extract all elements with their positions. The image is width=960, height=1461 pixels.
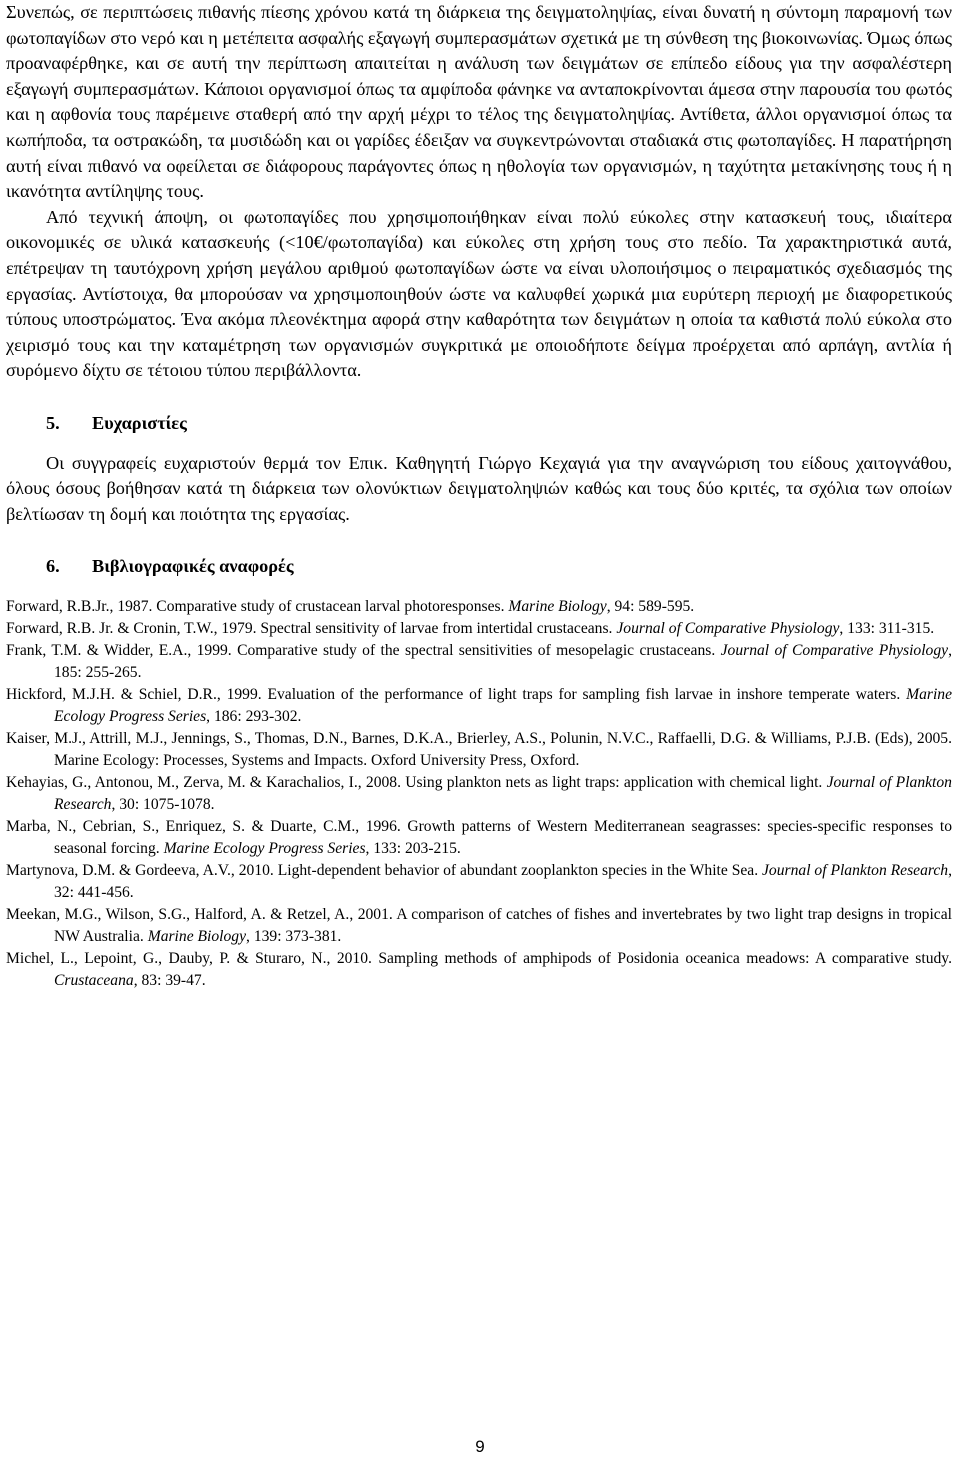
section-heading-references bbox=[6, 554, 952, 580]
page-content bbox=[6, 0, 952, 992]
paragraph-discussion-1: Συνεπώς, σε περιπτώσεις πιθανής πίεσης χρόνου κατά τη διάρκεια της δειγματοληψίας, είναι δυνατή η σύντομη παραμονή των φωτοπαγίδων στο νερό και η μετέπειτα ασφαλής εξαγωγή συμπερασμάτων σχετικά με τη σύνθεση της βιοκοινωνίας. Όμως όπως προαναφέρθηκε, και σε αυτή την περίπτωση απαιτείται η ανάλυση των δειγμάτων σε επίπεδο είδους για την ασφαλέστερη εξαγωγή συμπερασμάτων. Κάποιοι οργανισμοί όπως τα αμφίποδα φάνηκε να ανταποκρίνονται άμεσα στην παρουσία του φωτός και η αφθονία τους παρέμεινε σταθερή από την αρχή μέχρι το τέλος της δειγματοληψίας. Αντίθετα, άλλοι οργανισμοί όπως τα κωπήποδα, τα οστρακώδη, τα μυσιδώδη και οι γαρίδες έδειξαν να συγκεντρώνονται σταδιακά στις φωτοπαγίδες. Η παρατήρηση αυτή είναι πιθανό να οφείλεται σε διάφορους παράγοντες όπως η ηθολογία των οργανισμών, η ταχύτητα μετακίνησης τους ή η ικανότητα αντίληψης τους. bbox=[6, 2, 952, 202]
reference-item: Frank, T.M. & Widder, E.A., 1999. Comparative study of the spectral sensitivities of mesopelagic crustaceans. Journal of Comparative Physiology, 185: 255-265. bbox=[6, 641, 952, 681]
reference-item: Michel, L., Lepoint, G., Dauby, P. & Sturaro, N., 2010. Sampling methods of amphipods of Posidonia oceanica meadows: A comparative study. Crustaceana, 83: 39-47. bbox=[6, 949, 952, 989]
paragraph-acknowledgements: Οι συγγραφείς ευχαριστούν θερμά τον Επικ. Καθηγητή Γιώργο Κεχαγιά για την αναγνώριση του είδους χαιτογνάθου, όλους όσους βοήθησαν κατά τη διάρκεια των ολονύκτιων δειγματοληψιών καθώς και τους δύο κριτές, τα σχόλια των οποίων βελτίωσαν τη δομή και ποιότητα της εργασίας. bbox=[6, 452, 952, 524]
reference-list bbox=[6, 596, 952, 992]
reference-item: Forward, R.B. Jr. & Cronin, T.W., 1979. Spectral sensitivity of larvae from intertidal crustaceans. Journal of Comparative Physiology, 133: 311-315. bbox=[6, 619, 935, 637]
reference-item: Kehayias, G., Antonou, M., Zerva, M. & Karachalios, I., 2008. Using plankton nets as light traps: application with chemical light. Journal of Plankton Research, 30: 1075-1078. bbox=[6, 773, 952, 813]
reference-item: Kaiser, M.J., Attrill, M.J., Jennings, S., Thomas, D.N., Barnes, D.K.A., Brierley, A.S., Polunin, N.V.C., Raffaelli, D.G. & Williams, P.J.B. (Eds), 2005. Marine Ecology: Processes, Systems and Impacts. Oxford University Press, Oxford. bbox=[6, 729, 952, 769]
section-title: Βιβλιογραφικές αναφορές bbox=[92, 556, 294, 577]
paragraph-discussion-2: Από τεχνική άποψη, οι φωτοπαγίδες που χρησιμοποιήθηκαν είναι πολύ εύκολες στην κατασκευή τους, ιδιαίτερα οικονομικές σε υλικά κατασκευής (<10€/φωτοπαγίδα) και εύκολες στη χρήση τους στο πεδίο. Τα χαρακτηριστικά αυτά, επέτρεψαν τη ταυτόχρονη χρήση μεγάλου αριθμού φωτοπαγίδων ώστε να είναι υλοποιήσιμος ο πειραματικός σχεδιασμός της εργασίας. Αντίστοιχα, θα μπορούσαν να χρησιμοποιηθούν ώστε να καλυφθεί χωρικά μια ευρύτερη περιοχή με διαφορετικούς τύπους υποστρώματος. Ένα ακόμα πλεονέκτημα αφορά στην καθαρότητα των δειγμάτων η οποία τα καθιστά πολύ εύκολα στο χειρισμό τους και την καταμέτρηση των οργανισμών συγκριτικά με οποιοδήποτε δείγμα προέρχεται από αρπάγη, αντλία ή συρόμενο δίχτυ σε τέτοιου τύπου περιβάλλοντα. bbox=[6, 206, 952, 381]
reference-item: Meekan, M.G., Wilson, S.G., Halford, A. & Retzel, A., 2001. A comparison of catches of fishes and invertebrates by two light trap designs in tropical NW Australia. Marine Biology, 139: 373-381. bbox=[6, 905, 952, 945]
section-title: Ευχαριστίες bbox=[92, 412, 187, 433]
section-number: 6. bbox=[46, 556, 60, 577]
reference-item: Forward, R.B.Jr., 1987. Comparative study of crustacean larval photoresponses. Marine Biology, 94: 589-595. bbox=[6, 597, 695, 615]
reference-item: Martynova, D.M. & Gordeeva, A.V., 2010. Light-dependent behavior of abundant zooplankton species in the White Sea. Journal of Plankton Research, 32: 441-456. bbox=[6, 861, 953, 901]
section-number: 5. bbox=[46, 412, 60, 433]
page-number: 9 bbox=[475, 1437, 485, 1456]
reference-item: Marba, N., Cebrian, S., Enriquez, S. & Duarte, C.M., 1996. Growth patterns of Western Mediterranean seagrasses: species-specific responses to seasonal forcing. Marine Ecology Progress Series, 133: 203-215. bbox=[6, 817, 952, 857]
section-heading-acknowledgements bbox=[6, 411, 952, 437]
reference-item: Hickford, M.J.H. & Schiel, D.R., 1999. Evaluation of the performance of light traps for sampling fish larvae in inshore temperate waters. Marine Ecology Progress Series, 186: 293-302. bbox=[6, 685, 952, 725]
